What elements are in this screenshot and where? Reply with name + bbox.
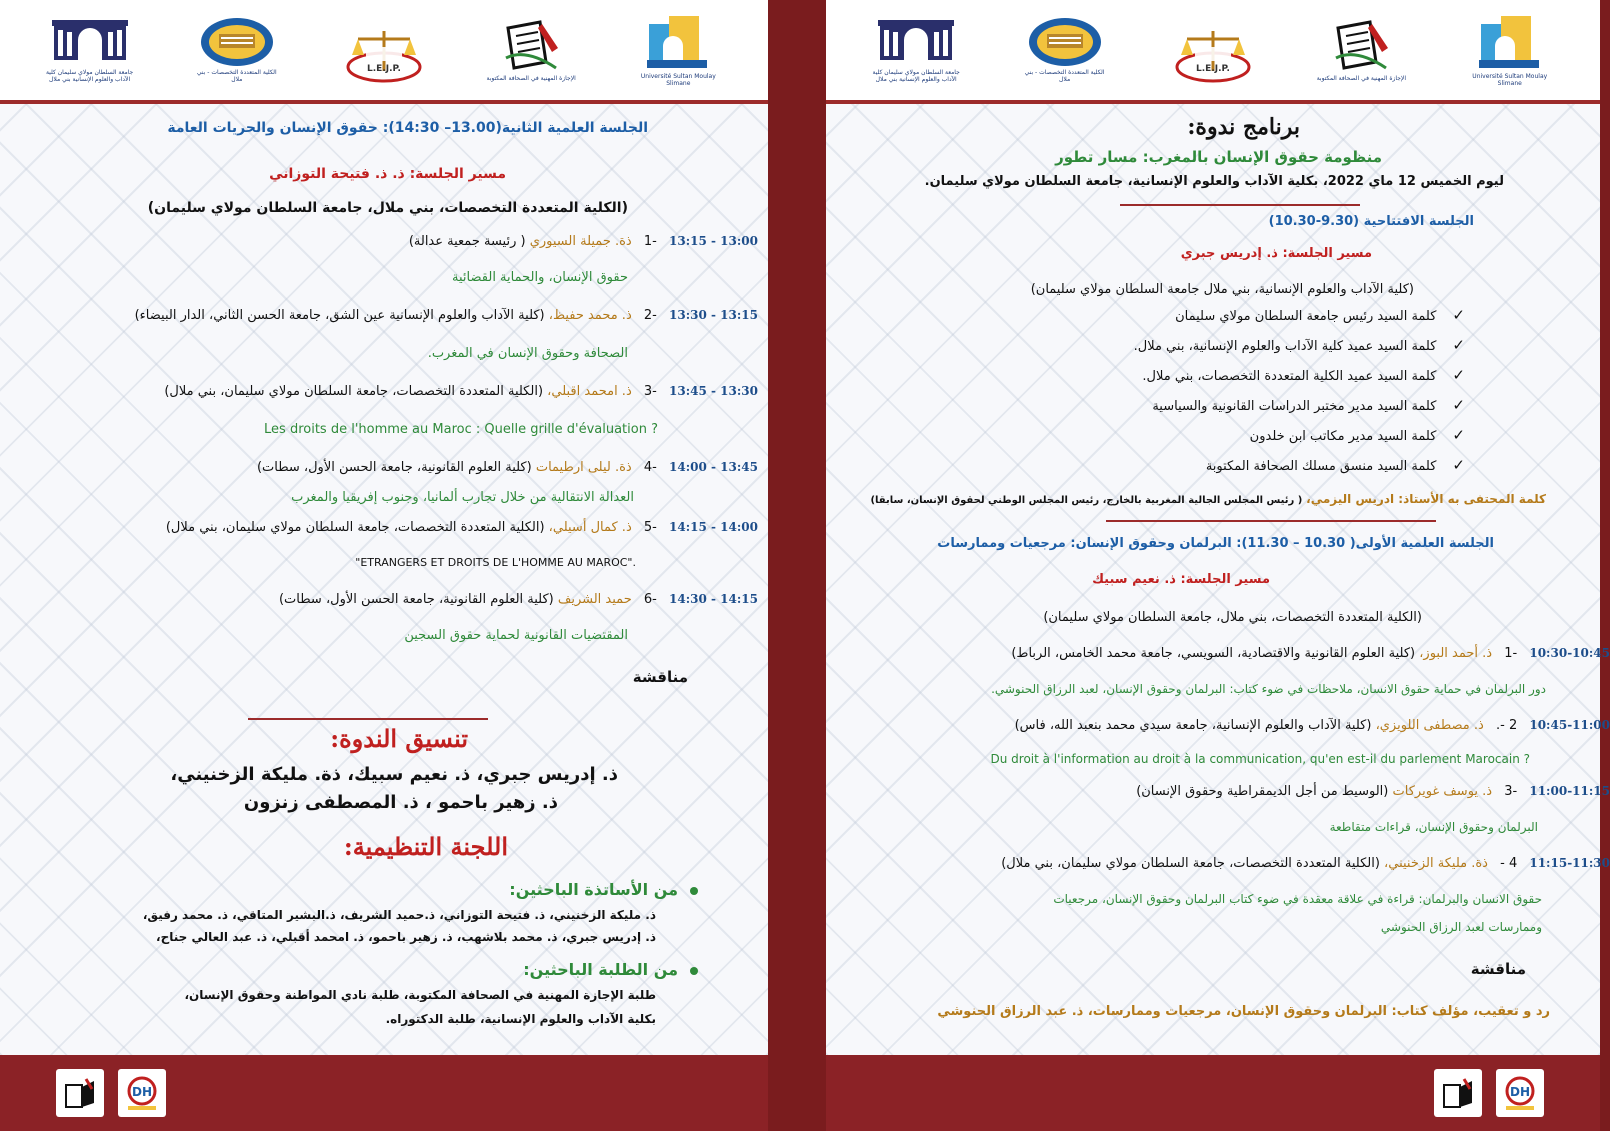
talk-title: البرلمان وحقوق الإنسان، قراءات متقاطعة bbox=[1329, 820, 1538, 834]
professors-heading bbox=[509, 880, 698, 899]
bullet-icon bbox=[690, 887, 698, 895]
logo-caption: L.E.J.P. bbox=[367, 64, 401, 75]
opening-item-text: كلمة السيد منسق مسلك الصحافة المكتوبة bbox=[1205, 459, 1437, 474]
students-heading-text: من الطلبة الباحثين: bbox=[523, 960, 678, 979]
talk-speaker: ذ. محمد حفيظ، bbox=[548, 308, 632, 323]
talk-title: الصحافة وحقوق الإنسان في المغرب. bbox=[427, 346, 628, 361]
usms-university-icon bbox=[1465, 7, 1555, 93]
university-gate-icon bbox=[45, 7, 135, 93]
opening-item bbox=[1134, 336, 1465, 354]
talk-time: 13:15 - 13:30 bbox=[669, 308, 758, 322]
opening-item bbox=[1206, 456, 1465, 474]
talk-row bbox=[279, 592, 758, 607]
logo-caption: Université Sultan Moulay Slimane bbox=[1472, 73, 1548, 87]
talk-title: "ETRANGERS ET DROITS DE L'HOMME AU MAROC". bbox=[355, 556, 636, 569]
talk-number: 2 -. bbox=[1495, 718, 1518, 733]
talk-title: Du droit à l'information au droit à la communication, qu'en est-il du parlement Marocain ? bbox=[990, 752, 1530, 766]
talk-number: -1 bbox=[1504, 646, 1518, 661]
right-footer-icons bbox=[1434, 1069, 1544, 1117]
talk-speaker: ذ. أحمد البوز، bbox=[1419, 646, 1493, 661]
talk-row bbox=[1136, 784, 1610, 799]
opening-session-chair: مسير الجلسة: ذ. إدريس جبري bbox=[1180, 246, 1372, 261]
book-club-icon bbox=[1434, 1069, 1482, 1117]
talk-affiliation: (الكلية المتعددة التخصصات، جامعة السلطان مولاي سليمان، بني ملال) bbox=[1001, 856, 1380, 871]
opening-item bbox=[1250, 426, 1465, 444]
svg-text:DH: DH bbox=[1509, 1085, 1531, 1099]
session2-chair: مسير الجلسة: ذ. ذ. فتيحة التوزاني bbox=[269, 166, 506, 182]
honoree-description: ( رئيس المجلس الجالية المغربية بالخارج، رئيس المجلس الوطني لحقوق الإنسان، سابقا) bbox=[870, 495, 1303, 506]
right-sheet bbox=[826, 0, 1610, 1055]
students-heading bbox=[523, 960, 698, 979]
talk-affiliation: (كلية العلوم القانونية والاقتصادية، السويسي، جامعة محمد الخامس، الرباط) bbox=[1011, 646, 1416, 661]
opening-chair-affiliation: (كلية الآداب والعلوم الإنسانية، بني ملال جامعة السلطان مولاي سليمان) bbox=[1030, 282, 1414, 297]
journalism-pen-icon bbox=[486, 7, 576, 93]
lejp-scales-icon bbox=[339, 7, 429, 93]
talk-title: العدالة الانتقالية من خلال تجارب ألمانيا، وجنوب إفريقيا والمغرب bbox=[291, 490, 634, 505]
talk-title: حقوق الإنسان، والحماية القضائية bbox=[452, 270, 628, 285]
right-logo-strip bbox=[826, 0, 1600, 104]
talk-number: -1 bbox=[643, 234, 657, 249]
talk-time: 11:00-11:15 bbox=[1529, 784, 1610, 798]
committee-title: اللجنة التنظيمية: bbox=[343, 832, 508, 861]
logo-caption: الإجازة المهنية في الصحافة المكتوبة bbox=[1316, 74, 1406, 82]
left-sheet bbox=[0, 0, 768, 1055]
talk-affiliation: (كلية العلوم القانونية، جامعة الحسن الأول، سطات) bbox=[256, 460, 532, 475]
polydisciplinary-faculty-icon bbox=[1020, 7, 1110, 93]
talk-number: -6 bbox=[643, 592, 657, 607]
opening-item-text: كلمة السيد عميد كلية الآداب والعلوم الإنسانية، بني ملال. bbox=[1133, 339, 1437, 354]
journalism-pen-icon bbox=[1316, 7, 1406, 93]
opening-item-text: كلمة السيد رئيس جامعة السلطان مولاي سليمان bbox=[1175, 309, 1437, 324]
bullet-icon bbox=[690, 967, 698, 975]
logo-caption: جامعة السلطان مولاي سليمان كلية الآداب والعلوم الإنسانية بني ملال bbox=[872, 69, 960, 83]
logo-caption: L.E.J.P. bbox=[1196, 64, 1230, 75]
coordination-title: تنسيق الندوة: bbox=[330, 724, 468, 753]
talk-title: حقوق الانسان والبرلمان: قراءة في علاقة معقدة في ضوء كتاب البرلمان وحقوق الإنسان، مرجعيات bbox=[1053, 892, 1542, 906]
talk-time: 13:00 - 13:15 bbox=[669, 234, 758, 248]
logo-caption: الكلية المتعددة التخصصات - بني ملال bbox=[1024, 69, 1105, 83]
reply-line: رد و تعقيب، مؤلف كتاب: البرلمان وحقوق الإنسان، مرجعيات وممارسات، ذ. عبد الرزاق الحنوشي bbox=[937, 1004, 1550, 1019]
session1-chair: مسير الجلسة: ذ. نعيم سبيك bbox=[1092, 572, 1270, 587]
talk-row bbox=[135, 308, 758, 323]
talk-number: 4 - bbox=[1500, 856, 1518, 871]
logo-caption: جامعة السلطان مولاي سليمان كلية الآداب والعلوم الإنسانية بني ملال bbox=[45, 69, 134, 83]
talk-row bbox=[1001, 856, 1610, 871]
lejp-scales-icon bbox=[1168, 7, 1258, 93]
talk-speaker: ذ. يوسف غويركات bbox=[1392, 784, 1493, 799]
talk-row bbox=[409, 234, 758, 249]
session2-title: الجلسة العلمية الثانية(13.00– 14:30): حقوق الإنسان والحريات العامة bbox=[167, 120, 648, 136]
session2-chair-affiliation: (الكلية المتعددة التخصصات، بني ملال، جامعة السلطان مولاي سليمان) bbox=[147, 200, 628, 216]
talk-row bbox=[257, 460, 758, 475]
left-page bbox=[0, 0, 768, 1131]
left-footer-icons bbox=[56, 1069, 166, 1117]
session1-title: الجلسة العلمية الأولى( 10.30 – 11.30): البرلمان وحقوق الإنسان: مرجعيات وممارسات bbox=[937, 536, 1494, 551]
talk-speaker: ذة. ليلى ارطيمات bbox=[535, 460, 632, 475]
talk-title: المقتضيات القانونية لحماية حقوق السجين bbox=[404, 628, 628, 643]
talk-row bbox=[1011, 646, 1610, 661]
talk-time: 10:30-10:45 bbox=[1529, 646, 1610, 660]
opening-item-text: كلمة السيد مدير مختبر الدراسات القانونية والسياسية bbox=[1152, 399, 1437, 414]
honoree-label: كلمة المحتفى به الأستاذ: ادريس اليزمي، bbox=[1306, 492, 1546, 506]
opening-item bbox=[1142, 366, 1465, 384]
program-title: برنامج ندوة: bbox=[1187, 114, 1300, 140]
talk-time: 14:00 - 14:15 bbox=[669, 520, 758, 534]
logo-caption: Université Sultan Moulay Slimane bbox=[640, 73, 716, 87]
talk-affiliation: (كلية الآداب والعلوم الإنسانية عين الشق، جامعة الحسن الثاني، الدار البيضاء) bbox=[134, 308, 545, 323]
talk-time: 10:45-11:00 bbox=[1529, 718, 1610, 732]
left-logo-strip bbox=[0, 0, 768, 104]
program-date: ليوم الخميس 12 ماي 2022، بكلية الآداب والعلوم الإنسانية، جامعة السلطان مولاي سليمان. bbox=[924, 174, 1504, 189]
talk-speaker: ذة. جميلة السيوري bbox=[529, 234, 632, 249]
talk-time: 11:15-11:30 bbox=[1529, 856, 1610, 870]
checkmark-icon: ✓ bbox=[1452, 366, 1465, 384]
opening-session-title: الجلسة الافتتاحية (9.30-10.30) bbox=[1268, 214, 1474, 229]
talk-speaker: ذ. امحمد اقبلي، bbox=[547, 384, 632, 399]
divider bbox=[1106, 520, 1436, 522]
talk-affiliation: (الكلية المتعددة التخصصات، جامعة السلطان مولاي سليمان، بني ملال) bbox=[164, 384, 544, 399]
discussion-label: مناقشة bbox=[632, 668, 688, 686]
program-subtitle: منظومة حقوق الإنسان بالمغرب: مسار تطور bbox=[1055, 148, 1382, 166]
checkmark-icon: ✓ bbox=[1452, 396, 1465, 414]
talk-number: -3 bbox=[643, 384, 657, 399]
checkmark-icon: ✓ bbox=[1452, 456, 1465, 474]
talk-time: 13:30 - 13:45 bbox=[669, 384, 758, 398]
coordination-line-1: ذ. إدريس جبري، ذ. نعيم سبيك، ذة. مليكة الزخنيني، bbox=[170, 764, 618, 785]
talk-speaker: ذة. مليكة الزخنيني، bbox=[1384, 856, 1488, 871]
usms-university-icon bbox=[633, 7, 723, 93]
dh-club-icon bbox=[1496, 1069, 1544, 1117]
right-page bbox=[826, 0, 1610, 1131]
left-content bbox=[0, 108, 768, 1055]
university-gate-icon bbox=[871, 7, 961, 93]
talk-title: دور البرلمان في حماية حقوق الانسان، ملاحظات في ضوء كتاب: البرلمان وحقوق الإنسان، لعبد الرزاق الحنوشي. bbox=[991, 682, 1546, 696]
opening-item bbox=[1152, 396, 1465, 414]
logo-caption: الكلية المتعددة التخصصات - بني ملال bbox=[196, 69, 277, 83]
talk-title: Les droits de l'homme au Maroc : Quelle grille d'évaluation ? bbox=[264, 422, 658, 437]
talk-number: -3 bbox=[1504, 784, 1518, 799]
students-line-2: بكلية الآداب والعلوم الإنسانية، طلبة الدكتوراه. bbox=[385, 1012, 656, 1026]
opening-item bbox=[1175, 306, 1465, 324]
checkmark-icon: ✓ bbox=[1452, 306, 1465, 324]
professors-line-1: ذ. مليكة الزخنيني، ذ. فتيحة التوزاني، ذ.حميد الشريف، ذ.البشير المتاقي، ذ. محمد رفيق، bbox=[142, 908, 656, 922]
talk-speaker: ذ. كمال أسيلي، bbox=[548, 520, 632, 535]
opening-item-text: كلمة السيد مدير مكاتب ابن خلدون bbox=[1249, 429, 1437, 444]
talk-number: -5 bbox=[643, 520, 657, 535]
talk-speaker: حميد الشريف bbox=[557, 592, 632, 607]
svg-text:DH: DH bbox=[131, 1085, 153, 1099]
talk-speaker: ذ. مصطفى اللويزي، bbox=[1375, 718, 1484, 733]
talk-affiliation: (كلية العلوم القانونية، جامعة الحسن الأول، سطات) bbox=[278, 592, 554, 607]
talk-affiliation: (الكلية المتعددة التخصصات، جامعة السلطان مولاي سليمان، بني ملال) bbox=[165, 520, 545, 535]
talk-time: 13:45 - 14:00 bbox=[669, 460, 758, 474]
right-content bbox=[826, 108, 1610, 1055]
checkmark-icon: ✓ bbox=[1452, 426, 1465, 444]
talk-row bbox=[1015, 718, 1610, 733]
talk-row bbox=[164, 384, 758, 399]
honoree-row bbox=[870, 492, 1546, 506]
talk-affiliation: ( رئيسة جمعية عدالة) bbox=[408, 234, 526, 249]
discussion-label: مناقشة bbox=[1470, 960, 1526, 978]
divider bbox=[248, 718, 488, 720]
opening-item-text: كلمة السيد عميد الكلية المتعددة التخصصات، بني ملال. bbox=[1142, 369, 1437, 384]
coordination-line-2: ذ. زهير باحمو ، ذ. المصطفى زنزون bbox=[243, 792, 558, 813]
session1-chair-affiliation: (الكلية المتعددة التخصصات، بني ملال، جامعة السلطان مولاي سليمان) bbox=[1043, 610, 1422, 625]
talk-time: 14:15 - 14:30 bbox=[669, 592, 758, 606]
students-line-1: طلبة الإجازة المهنية في الصحافة المكتوبة، طلبة نادي المواطنة وحقوق الإنسان، bbox=[184, 988, 656, 1002]
divider bbox=[1120, 204, 1360, 206]
dh-club-icon bbox=[118, 1069, 166, 1117]
professors-heading-text: من الأساتذة الباحثين: bbox=[509, 880, 678, 899]
talk-title-continued: وممارسات لعبد الرزاق الحنوشي bbox=[1380, 920, 1542, 934]
talk-affiliation: (كلية الآداب والعلوم الإنسانية، جامعة سيدي محمد بنعبد الله، فاس) bbox=[1014, 718, 1372, 733]
polydisciplinary-faculty-icon bbox=[192, 7, 282, 93]
talk-row bbox=[166, 520, 758, 535]
logo-caption: الإجازة المهنية في الصحافة المكتوبة bbox=[486, 74, 576, 82]
talk-number: -4 bbox=[643, 460, 657, 475]
talk-affiliation: (الوسيط من أجل الديمقراطية وحقوق الإنسان) bbox=[1136, 784, 1389, 799]
book-club-icon bbox=[56, 1069, 104, 1117]
professors-line-2: ذ. إدريس جبري، ذ. محمد بلاشهب، ذ. زهير باحمو، ذ. امحمد أقبلي، ذ. عبد العالي جناح، bbox=[156, 930, 656, 944]
checkmark-icon: ✓ bbox=[1452, 336, 1465, 354]
talk-number: -2 bbox=[643, 308, 657, 323]
